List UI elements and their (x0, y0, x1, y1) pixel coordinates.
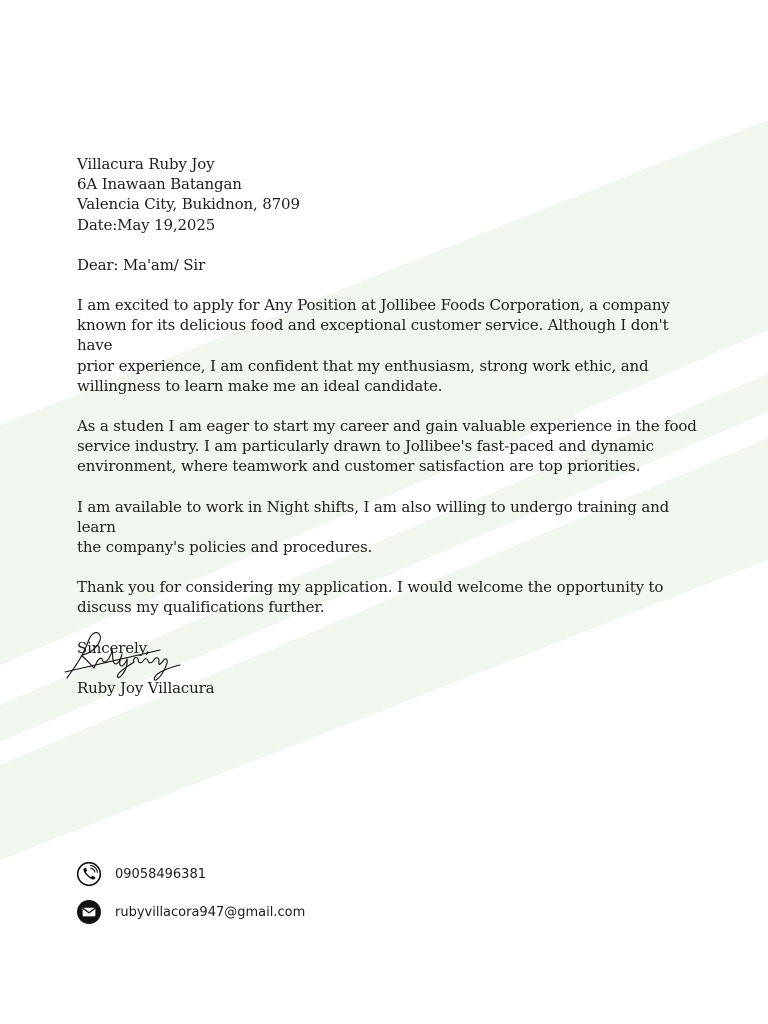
contact-phone (76, 861, 206, 887)
paragraph-line: known for its delicious food and exceptional customer service. Although I don't have (77, 316, 669, 355)
paragraph-line: the company's policies and procedures. (77, 538, 373, 557)
signer-name: Ruby Joy Villacura (77, 678, 215, 697)
mail-icon (76, 899, 102, 925)
paragraph-line: service industry. I am particularly drawn to Jollibee's fast-paced and dynamic (77, 437, 654, 456)
cover-letter (77, 154, 697, 698)
phone-icon (76, 861, 102, 887)
sender-address-line2: Valencia City, Bukidnon, 8709 (77, 195, 300, 214)
paragraph-line: I am available to work in Night shifts, I am also willing to undergo training and learn (77, 497, 670, 536)
phone-number[interactable]: 09058496381 (115, 866, 206, 882)
paragraph-4 (77, 577, 697, 617)
salutation: Dear: Ma'am/ Sir (77, 255, 206, 274)
paragraph-line: As a studen I am eager to start my career and gain valuable experience in the food (77, 417, 697, 436)
sender-address-line1: 6A Inawaan Batangan (77, 175, 242, 194)
paragraph-line: discuss my qualifications further. (77, 598, 325, 617)
paragraph-line: environment, where teamwork and customer satisfaction are top priorities. (77, 457, 641, 476)
paragraph-2 (77, 416, 697, 477)
contact-email (76, 899, 305, 925)
paragraph-line: Thank you for considering my application. I would welcome the opportunity to (77, 578, 664, 597)
paragraph-line: prior experience, I am confident that my enthusiasm, strong work ethic, and (77, 356, 649, 375)
paragraph-line: willingness to learn make me an ideal candidate. (77, 376, 443, 395)
email-address[interactable]: rubyvillacora947@gmail.com (115, 904, 306, 920)
letter-date: Date:May 19,2025 (77, 215, 216, 234)
paragraph-line: I am excited to apply for Any Position at Jollibee Foods Corporation, a company (77, 296, 670, 315)
paragraph-1 (77, 295, 697, 396)
paragraph-3 (77, 497, 697, 558)
closing: Sincerely, (77, 638, 150, 657)
sender-name: Villacura Ruby Joy (77, 155, 215, 173)
handwritten-signature (64, 628, 184, 686)
